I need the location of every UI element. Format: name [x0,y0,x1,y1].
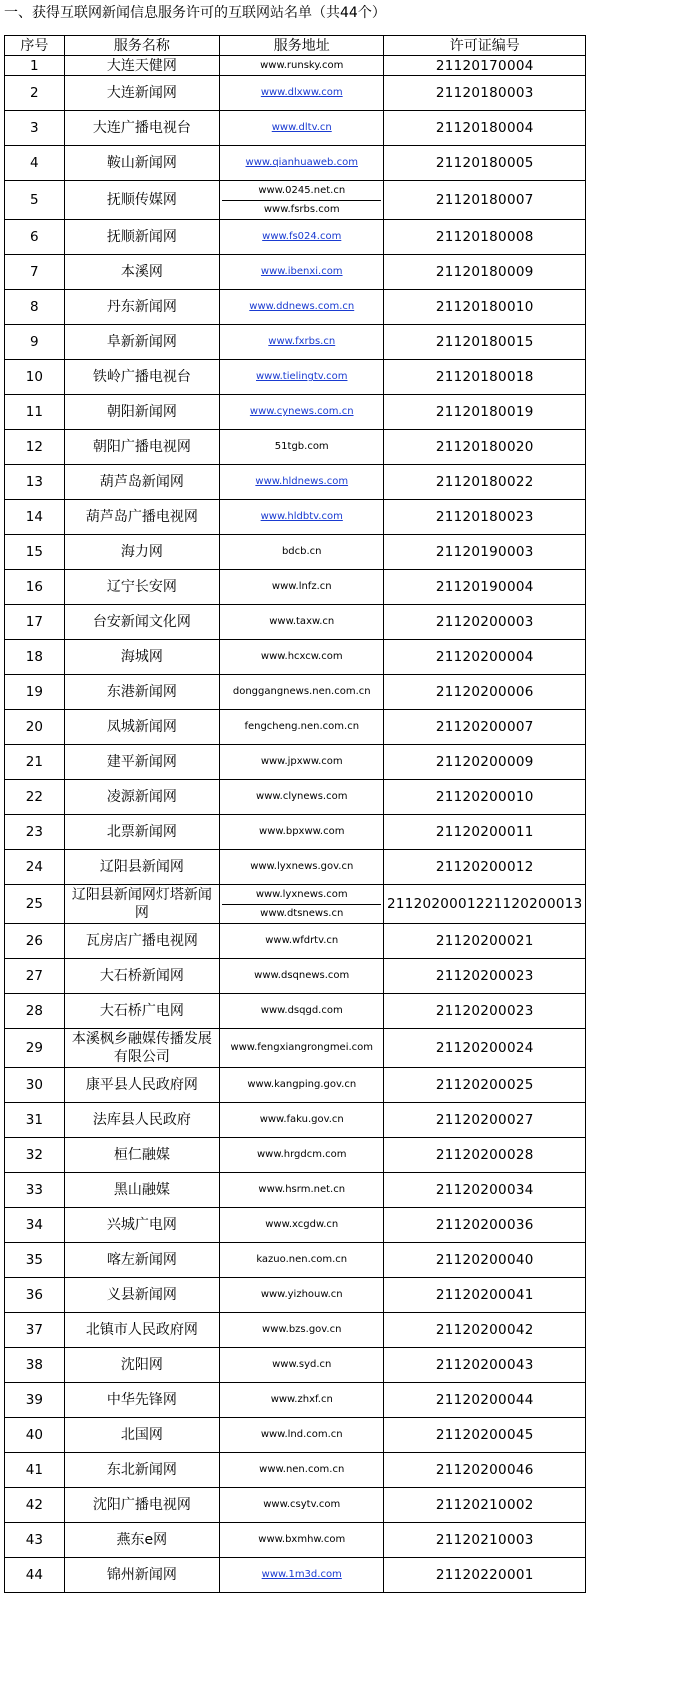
license-number: 21120180018 [384,360,586,395]
row-number: 33 [5,1173,65,1208]
service-address-text: www.nen.com.cn [259,1464,345,1475]
table-row [5,255,586,290]
service-address-cell [220,146,384,181]
license-number: 21120180022 [384,465,586,500]
service-address-link[interactable]: www.dlxww.com [260,87,343,98]
service-address-link[interactable]: www.ddnews.com.cn [249,301,355,312]
table-row [5,56,586,76]
table-row [5,1313,586,1348]
license-number: 21120200040 [384,1243,586,1278]
license-number: 21120200043 [384,1348,586,1383]
row-number: 5 [5,181,65,220]
license-number: 21120200025 [384,1068,586,1103]
service-address-text: www.lnfz.cn [271,581,332,592]
license-number: 21120200006 [384,675,586,710]
service-address-cell [220,290,384,325]
service-name: 东港新闻网 [64,675,219,710]
service-name: 义县新闻网 [64,1278,219,1313]
service-address-cell [220,924,384,959]
service-address-text: www.zhxf.cn [270,1394,333,1405]
service-address-text: www.runsky.com [260,59,344,71]
row-number: 17 [5,605,65,640]
license-number: 21120220001 [384,1558,586,1593]
service-name: 海力网 [64,535,219,570]
row-number: 2 [5,76,65,111]
table-row [5,1453,586,1488]
table-row [5,111,586,146]
row-number: 6 [5,220,65,255]
service-address-text: www.xcgdw.cn [265,1219,339,1230]
service-name: 法库县人民政府 [64,1103,219,1138]
service-name: 朝阳广播电视网 [64,430,219,465]
license-number: 21120190003 [384,535,586,570]
service-address-cell [220,1243,384,1278]
service-address-cell [220,640,384,675]
table-row [5,994,586,1029]
service-name: 北票新闻网 [64,815,219,850]
service-address-cell [220,360,384,395]
service-address-link[interactable]: www.qianhuaweb.com [245,157,358,168]
service-address-link[interactable]: www.cynews.com.cn [249,406,354,417]
table-row [5,1029,586,1068]
license-number: 21120200042 [384,1313,586,1348]
row-number: 35 [5,1243,65,1278]
service-address-text: www.bzs.gov.cn [262,1324,342,1335]
row-number: 12 [5,430,65,465]
license-number: 21120200004 [384,640,586,675]
service-address-text: www.0245.net.cn [258,184,346,196]
service-address-cell [220,1453,384,1488]
row-number: 13 [5,465,65,500]
service-address-cell [220,76,384,111]
service-name: 本溪枫乡融媒传播发展有限公司 [64,1029,219,1068]
service-address-text: www.yizhouw.cn [260,1289,343,1300]
column-header-number: 序号 [5,36,65,56]
table-row [5,395,586,430]
license-number: 2112020001221120200013 [384,885,586,924]
row-number: 16 [5,570,65,605]
service-address-cell [220,1138,384,1173]
row-number: 11 [5,395,65,430]
service-name: 兴城广电网 [64,1208,219,1243]
row-number: 9 [5,325,65,360]
service-address-cell [220,1278,384,1313]
table-row [5,675,586,710]
service-name: 大连新闻网 [64,76,219,111]
service-address-link[interactable]: www.fs024.com [262,231,342,242]
service-address-cell [220,1103,384,1138]
service-address-text: kazuo.nen.com.cn [256,1254,348,1265]
service-address-cell [220,395,384,430]
service-name: 大石桥新闻网 [64,959,219,994]
row-number: 27 [5,959,65,994]
service-name: 中华先锋网 [64,1383,219,1418]
service-address-text: www.kangping.gov.cn [247,1079,357,1090]
service-address-text: www.syd.cn [272,1359,332,1370]
service-address-cell [220,1029,384,1068]
license-number: 21120200021 [384,924,586,959]
service-name: 海城网 [64,640,219,675]
service-address-text: donggangnews.nen.com.cn [232,686,371,697]
service-address-link[interactable]: www.1m3d.com [261,1569,342,1580]
row-number: 3 [5,111,65,146]
service-address-cell [220,605,384,640]
license-number: 21120200010 [384,780,586,815]
license-number: 21120180020 [384,430,586,465]
service-address-text: fengcheng.nen.com.cn [244,721,360,732]
table-row [5,76,586,111]
license-number: 21120180009 [384,255,586,290]
table-row [5,570,586,605]
table-row [5,1383,586,1418]
table-row [5,1558,586,1593]
service-address-link[interactable]: www.fxrbs.cn [268,336,336,347]
row-number: 37 [5,1313,65,1348]
service-address-text: www.dsqgd.com [260,1005,343,1016]
row-number: 26 [5,924,65,959]
table-row [5,220,586,255]
row-number: 24 [5,850,65,885]
row-number: 32 [5,1138,65,1173]
service-address-cell [220,1068,384,1103]
service-address-text: www.dsqnews.com [254,970,350,981]
row-number: 36 [5,1278,65,1313]
service-address-text: www.jpxww.com [260,756,343,767]
service-address-cell [220,780,384,815]
row-number: 22 [5,780,65,815]
license-number: 21120180015 [384,325,586,360]
row-number: 28 [5,994,65,1029]
service-address-cell [220,745,384,780]
service-address-link[interactable]: www.dltv.cn [271,122,332,133]
license-number: 21120200027 [384,1103,586,1138]
row-number: 30 [5,1068,65,1103]
table-row [5,1103,586,1138]
service-name: 大石桥广电网 [64,994,219,1029]
service-name: 辽宁长安网 [64,570,219,605]
service-address-cell [220,994,384,1029]
service-address-cell [220,1488,384,1523]
table-row [5,1243,586,1278]
license-number: 21120180003 [384,76,586,111]
service-address-text: www.hcxcw.com [260,651,343,662]
license-number: 21120180005 [384,146,586,181]
service-address-text: www.bpxww.com [259,826,345,837]
table-row [5,850,586,885]
service-address-text: www.wfdrtv.cn [265,935,339,946]
column-header-service-address: 服务地址 [220,36,384,56]
license-number: 21120200024 [384,1029,586,1068]
license-number: 21120180010 [384,290,586,325]
service-address-cell [220,111,384,146]
service-name: 葫芦岛广播电视网 [64,500,219,535]
row-number: 18 [5,640,65,675]
service-address-text: www.dtsnews.cn [222,904,381,923]
table-row [5,1523,586,1558]
service-name: 抚顺新闻网 [64,220,219,255]
service-name: 桓仁融媒 [64,1138,219,1173]
table-row [5,360,586,395]
service-address-cell [220,1313,384,1348]
row-number: 4 [5,146,65,181]
license-number: 21120200012 [384,850,586,885]
service-name: 大连广播电视台 [64,111,219,146]
service-address-cell [220,500,384,535]
service-name: 本溪网 [64,255,219,290]
table-row [5,465,586,500]
service-address-cell [220,1383,384,1418]
service-address-text: www.fsrbs.com [222,200,381,219]
license-number: 21120200023 [384,959,586,994]
table-row [5,885,586,924]
service-name: 燕东e网 [64,1523,219,1558]
service-address-text: www.lyxnews.com [255,888,348,900]
service-address-cell [220,885,384,924]
row-number: 19 [5,675,65,710]
service-name: 凤城新闻网 [64,710,219,745]
license-number: 21120180019 [384,395,586,430]
list-heading: 一、获得互联网新闻信息服务许可的互联网站名单（共44个） [4,5,386,21]
service-address-cell [220,675,384,710]
license-number: 21120190004 [384,570,586,605]
table-row [5,290,586,325]
table-row [5,325,586,360]
service-address-cell [220,430,384,465]
service-name: 锦州新闻网 [64,1558,219,1593]
service-address-link[interactable]: www.ibenxi.com [260,266,343,277]
table-row [5,1418,586,1453]
service-name: 葫芦岛新闻网 [64,465,219,500]
row-number: 1 [5,56,65,76]
table-row [5,815,586,850]
license-number: 21120180008 [384,220,586,255]
row-number: 44 [5,1558,65,1593]
service-name: 喀左新闻网 [64,1243,219,1278]
service-address-cell [220,815,384,850]
table-header [5,36,586,56]
service-name: 沈阳网 [64,1348,219,1383]
service-name: 北镇市人民政府网 [64,1313,219,1348]
license-number: 21120200041 [384,1278,586,1313]
table-row [5,1068,586,1103]
service-address-cell [220,325,384,360]
service-address-cell [220,1208,384,1243]
service-address-text: www.clynews.com [256,791,348,802]
table-row [5,1138,586,1173]
service-address-cell [220,710,384,745]
table-row [5,1173,586,1208]
row-number: 25 [5,885,65,924]
license-number: 21120200028 [384,1138,586,1173]
service-name: 北国网 [64,1418,219,1453]
service-name: 瓦房店广播电视网 [64,924,219,959]
table-row [5,1488,586,1523]
license-number: 21120170004 [384,56,586,76]
table-row [5,710,586,745]
service-name: 建平新闻网 [64,745,219,780]
service-address-cell [220,959,384,994]
row-number: 42 [5,1488,65,1523]
service-address-cell [220,255,384,290]
row-number: 34 [5,1208,65,1243]
row-number: 8 [5,290,65,325]
service-address-text: www.hsrm.net.cn [258,1184,346,1195]
service-address-text: www.lyxnews.gov.cn [250,861,354,872]
license-number: 21120200003 [384,605,586,640]
table-row [5,181,586,220]
license-number: 21120200023 [384,994,586,1029]
service-address-cell [220,465,384,500]
service-address-text: www.csytv.com [263,1499,341,1510]
row-number: 40 [5,1418,65,1453]
column-header-license-number: 许可证编号 [384,36,586,56]
license-number: 21120180004 [384,111,586,146]
service-address-text: www.lnd.com.cn [260,1429,343,1440]
table-row [5,146,586,181]
table-row [5,535,586,570]
table-row [5,430,586,465]
table-row [5,924,586,959]
service-address-cell [220,1558,384,1593]
service-address-link[interactable]: www.hldbtv.com [260,511,343,522]
service-address-cell [220,181,384,220]
row-number: 7 [5,255,65,290]
license-number: 21120180023 [384,500,586,535]
service-name: 凌源新闻网 [64,780,219,815]
service-name: 铁岭广播电视台 [64,360,219,395]
service-address-cell [220,56,384,76]
row-number: 21 [5,745,65,780]
column-header-service-name: 服务名称 [64,36,219,56]
service-address-text: www.bxmhw.com [258,1534,346,1545]
table-row [5,959,586,994]
service-address-cell [220,1523,384,1558]
row-number: 23 [5,815,65,850]
service-name: 阜新新闻网 [64,325,219,360]
service-name: 朝阳新闻网 [64,395,219,430]
service-name: 丹东新闻网 [64,290,219,325]
service-address-link[interactable]: www.tielingtv.com [255,371,348,382]
service-name: 黑山融媒 [64,1173,219,1208]
row-number: 38 [5,1348,65,1383]
service-address-text: 51tgb.com [274,441,329,452]
service-name: 辽阳县新闻网 [64,850,219,885]
table-row [5,745,586,780]
row-number: 15 [5,535,65,570]
service-address-text: www.taxw.cn [269,616,335,627]
table-row [5,640,586,675]
service-address-cell [220,535,384,570]
license-number: 21120200011 [384,815,586,850]
license-number: 21120200034 [384,1173,586,1208]
service-name: 辽阳县新闻网灯塔新闻网 [64,885,219,924]
license-number: 21120200045 [384,1418,586,1453]
row-number: 20 [5,710,65,745]
service-name: 台安新闻文化网 [64,605,219,640]
service-address-link[interactable]: www.hldnews.com [255,476,349,487]
row-number: 43 [5,1523,65,1558]
service-address-cell [220,1418,384,1453]
row-number: 39 [5,1383,65,1418]
service-address-cell [220,1173,384,1208]
table-row [5,1348,586,1383]
license-number: 21120200046 [384,1453,586,1488]
service-address-text: www.hrgdcm.com [256,1149,347,1160]
table-row [5,1208,586,1243]
table-row [5,500,586,535]
row-number: 14 [5,500,65,535]
table-row [5,1278,586,1313]
service-name: 东北新闻网 [64,1453,219,1488]
row-number: 10 [5,360,65,395]
service-address-cell [220,220,384,255]
license-number: 21120210003 [384,1523,586,1558]
service-name: 康平县人民政府网 [64,1068,219,1103]
service-address-cell [220,850,384,885]
table-body [5,56,586,1593]
service-name: 大连天健网 [64,56,219,76]
row-number: 29 [5,1029,65,1068]
license-number: 21120200036 [384,1208,586,1243]
row-number: 31 [5,1103,65,1138]
table-row [5,780,586,815]
table-row [5,605,586,640]
license-number: 21120210002 [384,1488,586,1523]
service-name: 沈阳广播电视网 [64,1488,219,1523]
license-table [4,35,586,1593]
service-address-text: bdcb.cn [281,546,322,557]
service-address-text: www.faku.gov.cn [259,1114,344,1125]
license-number: 21120200009 [384,745,586,780]
service-name: 鞍山新闻网 [64,146,219,181]
license-number: 21120200044 [384,1383,586,1418]
license-number: 21120200007 [384,710,586,745]
license-number: 21120180007 [384,181,586,220]
service-address-cell [220,570,384,605]
service-address-text: www.fengxiangrongmei.com [230,1042,374,1053]
row-number: 41 [5,1453,65,1488]
service-address-cell [220,1348,384,1383]
service-name: 抚顺传媒网 [64,181,219,220]
